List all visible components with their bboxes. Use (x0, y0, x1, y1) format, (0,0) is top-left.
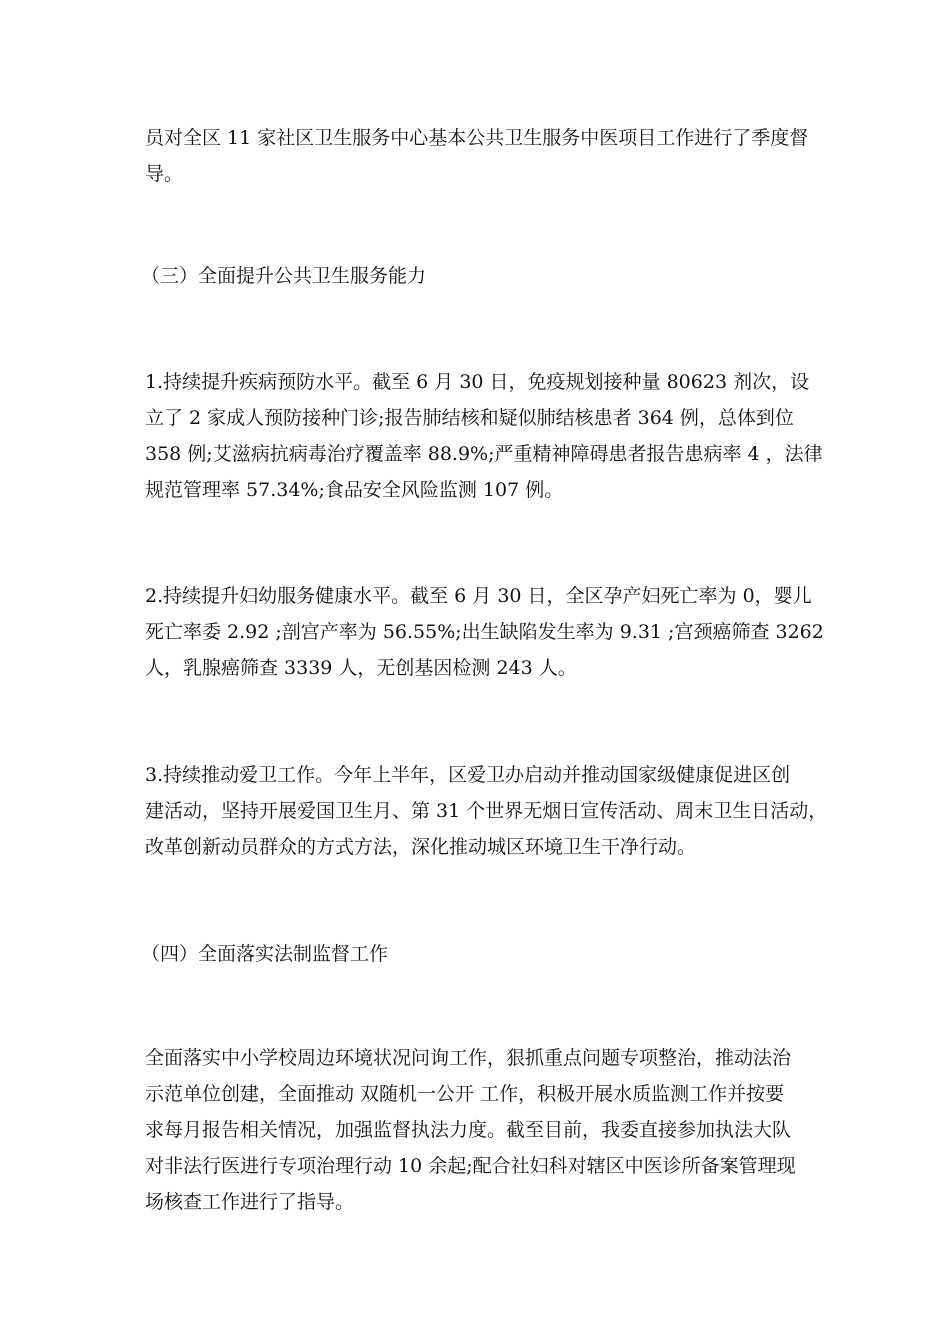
section-heading-4: （四）全面落实法制监督工作 (141, 943, 389, 965)
text-line: 建活动，坚持开展爱国卫生月、第 31 个世界无烟日宣传活动、周末卫生日活动， (145, 800, 828, 822)
text-line: 立了 2 家成人预防接种门诊;报告肺结核和疑似肺结核患者 364 例，总体到位 (145, 407, 794, 429)
paragraph-patriotic-health (145, 757, 828, 865)
text-line: 求每月报告相关情况，加强监督执法力度。截至目前，我委直接参加执法大队 (145, 1119, 792, 1141)
text-line: 导。 (145, 163, 184, 185)
text-line: 1.持续提升疾病预防水平。截至 6 月 30 日，免疫规划接种量 80623 剂次，设 (145, 371, 810, 393)
text-line: 规范管理率 57.34%;食品安全风险监测 107 例。 (145, 479, 564, 501)
text-line: 改革创新动员群众的方式方法，深化推动城区环境卫生干净行动。 (145, 836, 697, 858)
section-heading-3: （三）全面提升公共卫生服务能力 (141, 265, 427, 287)
text-line: 3.持续推动爱卫工作。今年上半年，区爱卫办启动并推动国家级健康促进区创 (145, 764, 791, 786)
text-line: 死亡率委 2.92 ;剖宫产率为 56.55%;出生缺陷发生率为 9.31 ;宫颈癌筛查 3262 (145, 621, 824, 643)
text-line: 场核查工作进行了指导。 (145, 1191, 355, 1213)
text-line: 示范单位创建，全面推动 双随机一公开 工作，积极开展水质监测工作并按要 (145, 1083, 785, 1105)
text-line: 员对全区 11 家社区卫生服务中心基本公共卫生服务中医项目工作进行了季度督 (145, 127, 809, 149)
text-line: 2.持续提升妇幼服务健康水平。截至 6 月 30 日，全区孕产妇死亡率为 0，婴儿 (145, 585, 812, 607)
text-line: 人，乳腺癌筛查 3339 人，无创基因检测 243 人。 (145, 657, 577, 679)
paragraph-disease-prevention (145, 364, 823, 508)
paragraph-maternal-child-health (145, 578, 824, 686)
text-line: 全面落实中小学校周边环境状况问询工作，狠抓重点问题专项整治，推动法治 (145, 1047, 792, 1069)
text-line: 对非法行医进行专项治理行动 10 余起;配合社妇科对辖区中医诊所备案管理现 (145, 1155, 796, 1177)
paragraph-legal-supervision (145, 1040, 815, 1220)
paragraph-intro-end (145, 120, 815, 192)
text-line: 358 例;艾滋病抗病毒治疗覆盖率 88.9%;严重精神障碍患者报告患病率 4 ，法律 (145, 443, 823, 465)
